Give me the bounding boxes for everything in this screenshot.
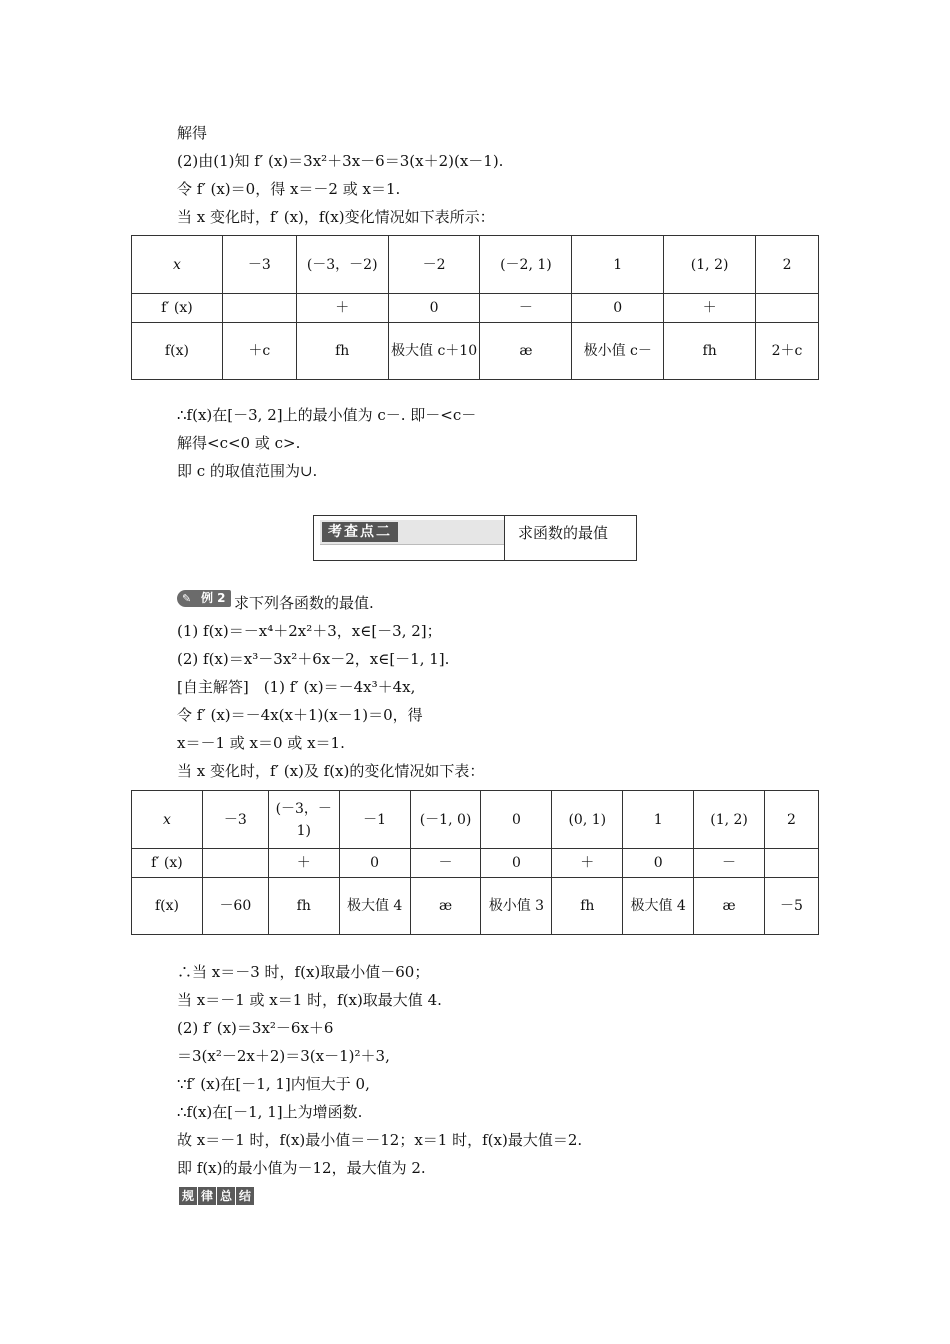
table-cell: fh <box>268 878 339 935</box>
table-cell: 1 <box>623 791 694 849</box>
table-cell: －1 <box>339 791 410 849</box>
table-cell: ＋c <box>222 323 296 380</box>
text-line: 当 x＝－1 或 x＝1 时，f(x)取最大值 4. <box>177 991 442 1009</box>
table-cell: －5 <box>765 878 819 935</box>
table-row <box>132 878 819 935</box>
text-line: (2)由(1)知 f′ (x)＝3x²＋3x－6＝3(x＋2)(x－1). <box>177 152 504 170</box>
table-cell: － <box>410 849 481 878</box>
table-cell <box>202 849 268 878</box>
text-line: ∴当 x＝－3 时，f(x)取最小值－60； <box>177 963 430 981</box>
section-title: 求函数的最值 <box>518 524 609 542</box>
text-line: 当 x 变化时，f′ (x)及 f(x)的变化情况如下表： <box>177 762 485 780</box>
table-cell: 0 <box>481 791 552 849</box>
table-cell: x <box>132 236 223 294</box>
table-cell: 极大值 c＋10 <box>388 323 480 380</box>
example-badge <box>177 590 231 607</box>
rule-badge-char: 律 <box>198 1187 216 1205</box>
text-line: (2) f(x)＝x³－3x²＋6x－2，x∈[－1, 1]. <box>177 650 450 668</box>
text-line: 解得<c<0 或 c>. <box>177 434 301 452</box>
table-cell: ＋ <box>296 294 388 323</box>
table-cell: (1, 2) <box>694 791 765 849</box>
table-cell: (－3，－2) <box>296 236 388 294</box>
divider <box>504 516 505 560</box>
table-row <box>132 791 819 849</box>
table-cell: ＋ <box>552 849 623 878</box>
table-cell: (1, 2) <box>664 236 756 294</box>
example-badge-label: 例 2 <box>201 591 226 605</box>
section-tag: 考查点二 <box>322 522 398 542</box>
table-cell: fh <box>552 878 623 935</box>
table-cell: － <box>480 294 572 323</box>
table-row <box>132 294 819 323</box>
table-cell: －3 <box>202 791 268 849</box>
text-line: 故 x＝－1 时，f(x)最小值＝－12；x＝1 时，f(x)最大值＝2. <box>177 1131 583 1149</box>
rule-summary-badge <box>179 1187 254 1205</box>
table-cell: fh <box>296 323 388 380</box>
table-cell: (－1, 0) <box>410 791 481 849</box>
table-cell: 0 <box>388 294 480 323</box>
table-cell: －60 <box>202 878 268 935</box>
text-line: 当 x 变化时，f′ (x)，f(x)变化情况如下表所示： <box>177 208 495 226</box>
text-line: 即 f(x)的最小值为－12，最大值为 2. <box>177 1159 426 1177</box>
table-cell: 2 <box>756 236 819 294</box>
rule-badge-char: 结 <box>236 1187 254 1205</box>
table-cell: 0 <box>481 849 552 878</box>
table-cell: f′ (x) <box>132 294 223 323</box>
table-cell: 2＋c <box>756 323 819 380</box>
text-line: [自主解答] (1) f′ (x)＝－4x³＋4x, <box>177 678 416 696</box>
table-cell: æ <box>480 323 572 380</box>
section-heading <box>313 515 637 561</box>
table-cell: f(x) <box>132 878 203 935</box>
text-line: 即 c 的取值范围为∪. <box>177 462 318 480</box>
text-line: 令 f′ (x)＝0，得 x＝－2 或 x＝1. <box>177 180 401 198</box>
table-cell <box>765 849 819 878</box>
table-cell: (0, 1) <box>552 791 623 849</box>
table-cell <box>756 294 819 323</box>
table-cell: ＋ <box>664 294 756 323</box>
table-cell: æ <box>410 878 481 935</box>
variation-table-2 <box>131 790 819 935</box>
table-cell: 极小值 3 <box>481 878 552 935</box>
text-line: x＝－1 或 x＝0 或 x＝1. <box>177 734 345 752</box>
table-cell: 0 <box>572 294 664 323</box>
table-row <box>132 849 819 878</box>
text-line: 解得 <box>177 124 208 142</box>
pen-icon: ✎ <box>182 592 192 605</box>
rule-badge-char: 规 <box>179 1187 197 1205</box>
table-cell: æ <box>694 878 765 935</box>
text-line: ∴f(x)在[－3, 2]上的最小值为 c－. 即－<c－ <box>177 406 477 424</box>
table-cell: (－3，－1) <box>268 791 339 849</box>
table-cell: ＋ <box>268 849 339 878</box>
table-cell: － <box>694 849 765 878</box>
table-cell: －2 <box>388 236 480 294</box>
section-tag-box <box>320 520 504 545</box>
variation-table-1 <box>131 235 819 380</box>
table-cell: f(x) <box>132 323 223 380</box>
table-cell <box>222 294 296 323</box>
text-line: ＝3(x²－2x＋2)＝3(x－1)²＋3, <box>177 1047 390 1065</box>
table-row <box>132 323 819 380</box>
table-cell: 极大值 4 <box>339 878 410 935</box>
table-cell: 0 <box>623 849 694 878</box>
example-prompt: 求下列各函数的最值. <box>234 594 374 612</box>
text-line: ∵f′ (x)在[－1, 1]内恒大于 0, <box>177 1075 370 1093</box>
table-cell: 极小值 c－ <box>572 323 664 380</box>
table-cell: (－2, 1) <box>480 236 572 294</box>
rule-badge-char: 总 <box>217 1187 235 1205</box>
table-cell: 极大值 4 <box>623 878 694 935</box>
text-line: ∴f(x)在[－1, 1]上为增函数. <box>177 1103 363 1121</box>
table-cell: －3 <box>222 236 296 294</box>
text-line: (1) f(x)＝－x⁴＋2x²＋3，x∈[－3, 2]； <box>177 622 442 640</box>
table-cell: 0 <box>339 849 410 878</box>
text-line: 令 f′ (x)＝－4x(x＋1)(x－1)＝0，得 <box>177 706 423 724</box>
table-cell: fh <box>664 323 756 380</box>
table-row <box>132 236 819 294</box>
text-line: (2) f′ (x)＝3x²－6x＋6 <box>177 1019 334 1037</box>
table-cell: x <box>132 791 203 849</box>
table-cell: 2 <box>765 791 819 849</box>
table-cell: 1 <box>572 236 664 294</box>
table-cell: f′ (x) <box>132 849 203 878</box>
